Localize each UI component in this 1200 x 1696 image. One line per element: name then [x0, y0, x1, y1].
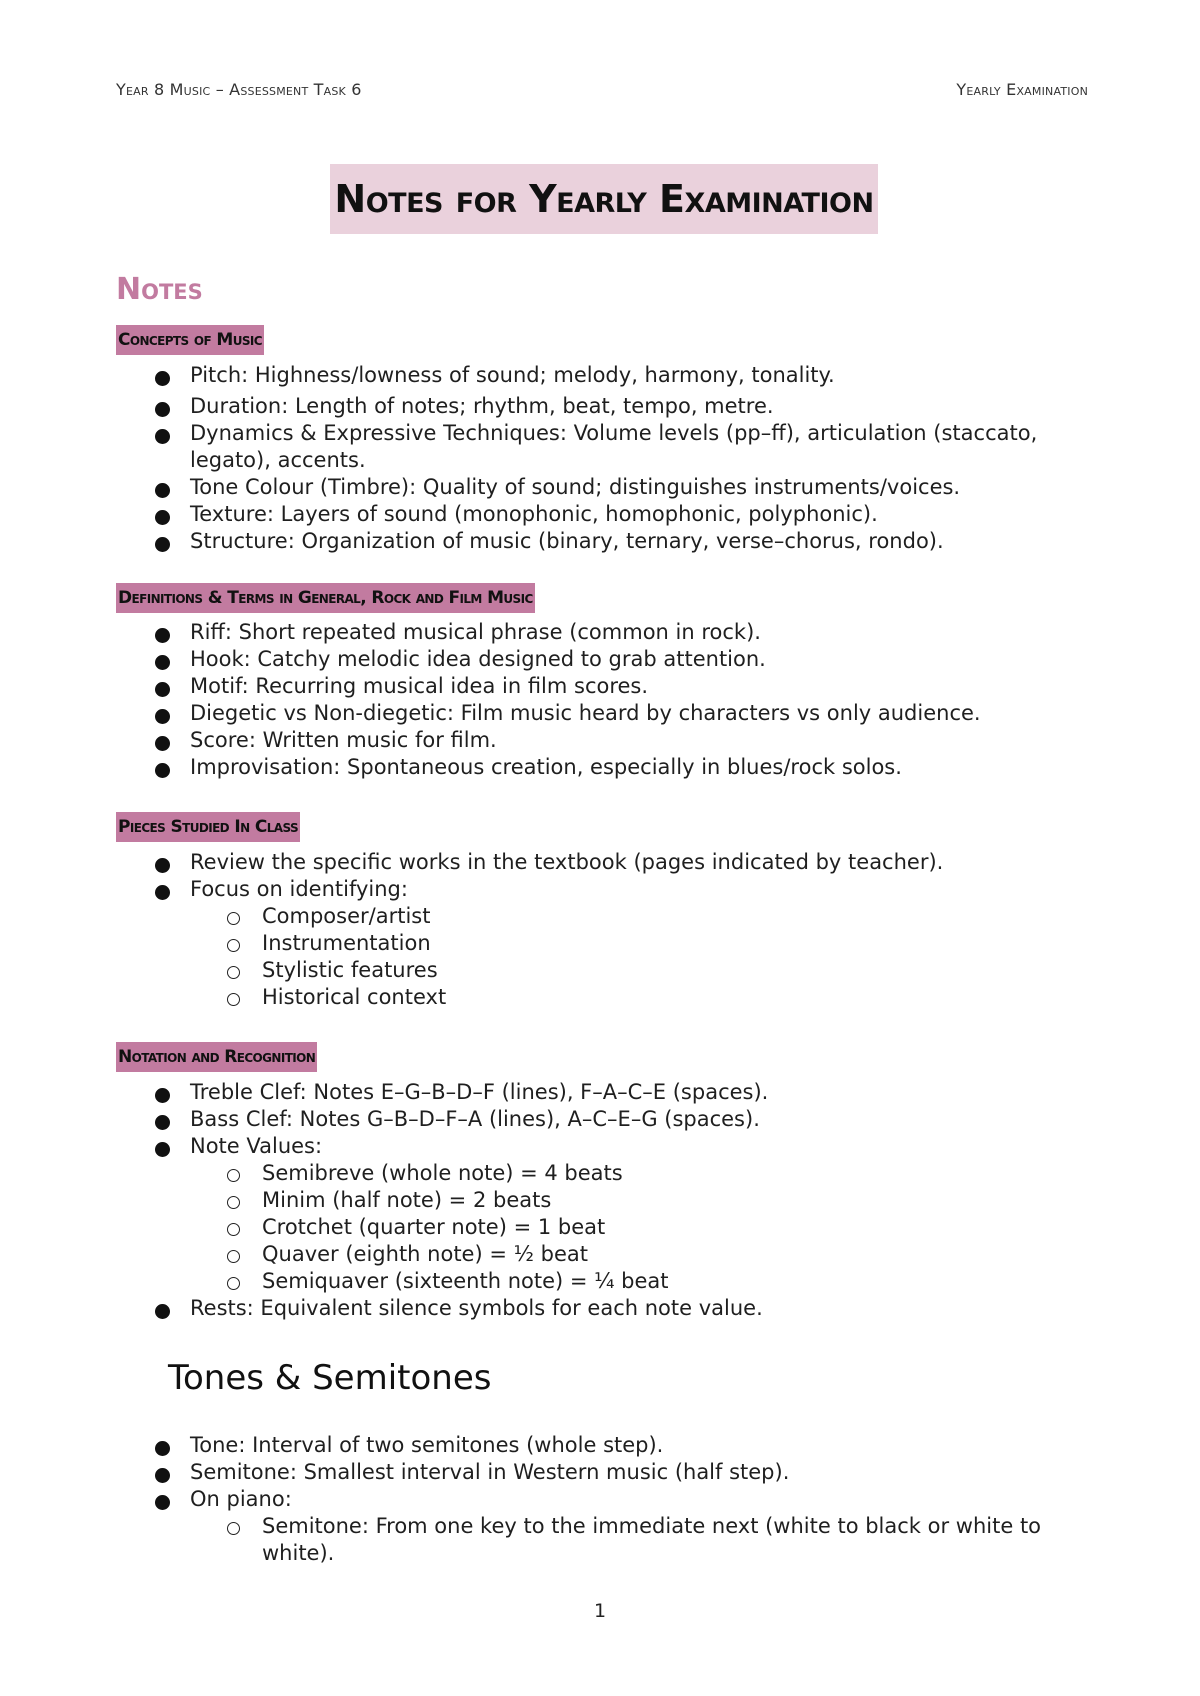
section-label-notation: Notation and Recognition: [116, 1042, 317, 1072]
list-item: Score: Written music for film.: [0, 727, 1090, 754]
sub-list-item: Quaver (eighth note) = ½ beat: [0, 1241, 1082, 1268]
header-right: Yearly Examination: [956, 80, 1088, 99]
list-item: Tone Colour (Timbre): Quality of sound; distinguishes instruments/voices.: [0, 474, 1090, 501]
list-item: Semitone: Smallest interval in Western music (half step).: [0, 1459, 1090, 1486]
notes-heading: Notes: [116, 272, 203, 307]
list-item: Rests: Equivalent silence symbols for each note value.: [0, 1295, 1090, 1322]
list-item: Hook: Catchy melodic idea designed to grab attention.: [0, 646, 1090, 673]
pieces-list: [0, 849, 1090, 1011]
section-label-definitions: Definitions & Terms in General, Rock and Film Music: [116, 583, 535, 613]
concepts-list: [0, 362, 1090, 555]
list-item: Motif: Recurring musical idea in film scores.: [0, 673, 1090, 700]
tones-heading: Tones & Semitones: [168, 1358, 492, 1398]
list-item: On piano:: [0, 1486, 1090, 1513]
sub-list-item: Stylistic features: [0, 957, 1082, 984]
list-item: Bass Clef: Notes G–B–D–F–A (lines), A–C–E–G (spaces).: [0, 1106, 1090, 1133]
list-item: Pitch: Highness/lowness of sound; melody, harmony, tonality.: [0, 362, 1090, 389]
sub-list-item: Semiquaver (sixteenth note) = ¼ beat: [0, 1268, 1082, 1295]
list-item: Treble Clef: Notes E–G–B–D–F (lines), F–A–C–E (spaces).: [0, 1079, 1090, 1106]
sub-list-item: Semibreve (whole note) = 4 beats: [0, 1160, 1082, 1187]
list-item: Dynamics & Expressive Techniques: Volume levels (pp–ff), articulation (staccato, legato), accents.: [0, 420, 1090, 474]
sub-list-item: Minim (half note) = 2 beats: [0, 1187, 1082, 1214]
list-item: Diegetic vs Non-diegetic: Film music heard by characters vs only audience.: [0, 700, 1090, 727]
section-label-pieces: Pieces Studied In Class: [116, 812, 300, 842]
notation-list: [0, 1079, 1090, 1322]
page-number: 1: [593, 1600, 607, 1622]
list-item: Duration: Length of notes; rhythm, beat, tempo, metre.: [0, 393, 1090, 420]
list-item: Review the specific works in the textbook (pages indicated by teacher).: [0, 849, 1090, 876]
tones-list: [0, 1432, 1090, 1567]
section-label-concepts: Concepts of Music: [116, 325, 264, 355]
list-item: Structure: Organization of music (binary, ternary, verse–chorus, rondo).: [0, 528, 1090, 555]
list-item: Texture: Layers of sound (monophonic, homophonic, polyphonic).: [0, 501, 1090, 528]
sub-list-item: Instrumentation: [0, 930, 1082, 957]
sub-list-item: Semitone: From one key to the immediate next (white to black or white to white).: [0, 1513, 1082, 1567]
sub-list-item: Composer/artist: [0, 903, 1082, 930]
definitions-list: [0, 619, 1090, 781]
header-left: Year 8 Music – Assessment Task 6: [116, 80, 362, 99]
list-item: Focus on identifying:: [0, 876, 1090, 903]
sub-list-item: Historical context: [0, 984, 1082, 1011]
page-title: Notes for Yearly Examination: [330, 164, 878, 234]
list-item: Tone: Interval of two semitones (whole step).: [0, 1432, 1090, 1459]
list-item: Improvisation: Spontaneous creation, especially in blues/rock solos.: [0, 754, 1090, 781]
sub-list-item: Crotchet (quarter note) = 1 beat: [0, 1214, 1082, 1241]
list-item: Note Values:: [0, 1133, 1090, 1160]
list-item: Riff: Short repeated musical phrase (common in rock).: [0, 619, 1090, 646]
